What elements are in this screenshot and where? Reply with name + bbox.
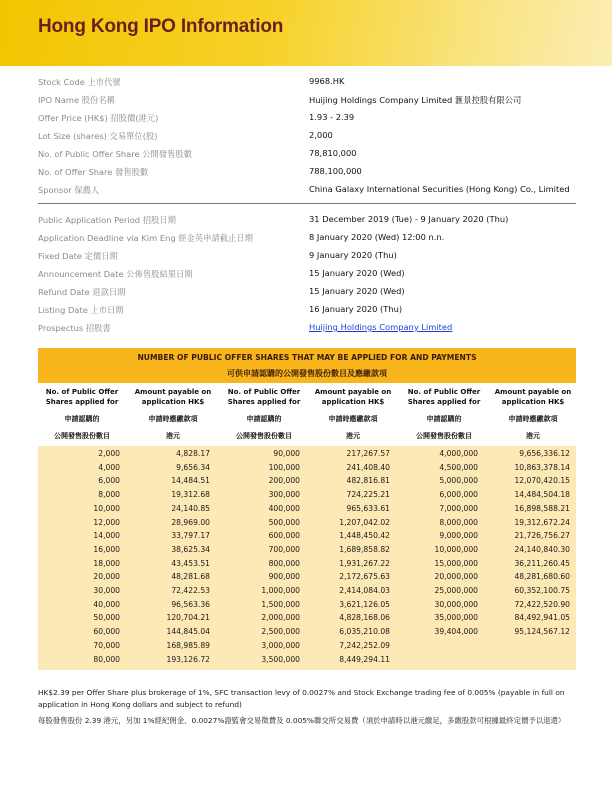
column-header-zh: 公開發售股份數目 [236, 432, 292, 440]
column-header-en: No. of Public Offer [45, 388, 119, 396]
detail-label: Stock Code 上市代號 [38, 77, 121, 87]
column-header-zh: 申請時應繳款項 [508, 415, 558, 423]
ipo-details-section [38, 74, 578, 200]
table-cell: 1,207,042.02 [339, 517, 390, 527]
schedule-row [38, 212, 578, 230]
detail-row [38, 74, 578, 92]
table-cell: 25,000,000 [434, 586, 478, 595]
prospectus-link[interactable]: Huijing Holdings Company Limited [309, 322, 453, 332]
schedule-label: Fixed Date 定價日期 [38, 251, 118, 261]
detail-row [38, 110, 578, 128]
table-body [38, 446, 576, 670]
table-cell: 482,816.81 [346, 476, 390, 486]
table-cell: 16,898,588.21 [514, 503, 570, 513]
table-cell: 15,000,000 [434, 558, 478, 568]
table-cell: 80,000 [93, 654, 120, 664]
table-cell: 2,000 [98, 449, 120, 458]
column-header [220, 387, 308, 445]
column-header [400, 387, 488, 445]
schedule-row [38, 284, 578, 302]
footnote-zh: 每股發售股份 2.39 港元，另加 1%經紀佣金、0.0027%證監會交易徵費及 0.005%聯交所交易費（須於申請時以港元繳足，多繳股款可根據最終定價予以退還） [38, 716, 566, 725]
schedule-label: Listing Date 上市日期 [38, 305, 124, 315]
table-cell: 30,000 [93, 586, 120, 595]
column-header-zh: 港元 [526, 432, 540, 440]
table-cell: 12,070,420.15 [514, 476, 570, 486]
schedule-value: 16 January 2020 (Thu) [309, 304, 403, 314]
table-cell: 12,000 [93, 517, 120, 527]
table-cell: 33,797.17 [171, 531, 210, 541]
column-header-zh: 申請時應繳款項 [148, 415, 198, 423]
column-header-en: application HK$ [141, 398, 205, 406]
table-cell: 21,726,756.27 [514, 531, 570, 541]
table-cell: 39,404,000 [434, 627, 478, 637]
table-cell: 241,408.40 [346, 462, 390, 472]
table-cell: 10,000 [93, 503, 120, 513]
column-header-en: Shares applied for [227, 398, 301, 406]
table-cell: 7,000,000 [439, 503, 478, 513]
table-cell: 84,492,941.05 [514, 613, 570, 623]
column-header [310, 387, 396, 445]
table-cell: 200,000 [268, 476, 300, 486]
table-cell: 3,000,000 [261, 640, 300, 650]
table-cell: 72,422.53 [171, 586, 210, 595]
table-cell: 2,500,000 [261, 627, 300, 637]
detail-value: 788,100,000 [309, 166, 362, 176]
column-header-en: Amount payable on [314, 388, 392, 396]
table-cell: 14,000 [93, 531, 120, 541]
detail-row [38, 92, 578, 110]
column-header-en: No. of Public Offer [407, 388, 481, 396]
table-cell: 2,172,675.63 [339, 572, 390, 582]
table-cell: 4,828.17 [176, 449, 210, 458]
column-header [38, 387, 126, 445]
table-cell: 217,267.57 [346, 449, 390, 458]
schedule-row [38, 302, 578, 320]
table-cell: 96,563.36 [171, 599, 210, 609]
table-cell: 144,845.04 [166, 627, 210, 637]
detail-row [38, 128, 578, 146]
table-cell: 2,414,084.03 [339, 586, 390, 595]
column-header-en: Shares applied for [407, 398, 481, 406]
table-cell: 19,312.68 [171, 490, 210, 500]
schedule-row [38, 266, 578, 284]
column-header [490, 387, 576, 445]
column-header-zh: 公開發售股份數目 [416, 432, 472, 440]
table-cell: 6,035,210.08 [339, 627, 390, 637]
table-cell: 14,484.51 [171, 476, 210, 486]
table-cell: 95,124,567.12 [514, 627, 570, 637]
schedule-label: Application Deadline via Kim Eng 經金英申請截止日期 [38, 233, 253, 243]
table-cell: 1,448,450.42 [339, 531, 390, 541]
table-cell: 60,352,100.75 [514, 586, 570, 595]
table-cell: 40,000 [93, 599, 120, 609]
table-cell: 90,000 [273, 449, 300, 458]
table-cell: 900,000 [268, 572, 300, 582]
column-header-en: Amount payable on [134, 388, 212, 396]
detail-row [38, 182, 578, 200]
column-header-zh: 公開發售股份數目 [54, 432, 110, 440]
table-cell: 9,656,336.12 [519, 449, 570, 458]
table-cell: 4,828,168.06 [339, 613, 390, 623]
table-cell: 6,000 [98, 476, 120, 486]
table-cell: 48,281.68 [171, 572, 210, 582]
column-header-zh: 港元 [166, 432, 180, 440]
detail-label: Sponsor 保薦人 [38, 185, 100, 195]
column-header-en: Shares applied for [45, 398, 119, 406]
column-header-en: Amount payable on [494, 388, 572, 396]
schedule-label: Public Application Period 招股日期 [38, 215, 176, 225]
column-header-zh: 申請認購的 [246, 415, 282, 423]
table-cell: 20,000 [93, 572, 120, 582]
detail-value: 78,810,000 [309, 148, 357, 158]
table-cell: 600,000 [268, 531, 300, 541]
table-cell: 1,500,000 [261, 599, 300, 609]
schedule-value: 15 January 2020 (Wed) [309, 286, 405, 296]
table-cell: 120,704.21 [166, 613, 210, 623]
table-cell: 50,000 [93, 613, 120, 623]
table-cell: 193,126.72 [166, 654, 210, 664]
page-title: Hong Kong IPO Information [38, 16, 284, 37]
detail-label: Offer Price (HK$) 招股價(港元) [38, 113, 159, 123]
table-cell: 1,000,000 [261, 586, 300, 595]
table-cell: 100,000 [268, 462, 300, 472]
detail-label: No. of Public Offer Share 公開發售股數 [38, 149, 192, 159]
detail-label: Lot Size (shares) 交易單位(股) [38, 131, 158, 141]
table-title-zh: 可供申請認購的公開發售股份數目及應繳款項 [227, 369, 387, 378]
detail-value: 9968.HK [309, 76, 345, 86]
schedule-row [38, 230, 578, 248]
table-column-headers [38, 383, 576, 446]
table-cell: 16,000 [93, 544, 120, 554]
column-header-en: No. of Public Offer [227, 388, 301, 396]
table-cell: 43,453.51 [171, 558, 210, 568]
table-cell: 6,000,000 [439, 490, 478, 500]
table-cell: 1,931,267.22 [339, 558, 390, 568]
table-cell: 19,312,672.24 [514, 517, 570, 527]
table-cell: 4,500,000 [439, 462, 478, 472]
detail-label: No. of Offer Share 發售股數 [38, 167, 149, 177]
schedule-value: 15 January 2020 (Wed) [309, 268, 405, 278]
detail-value: China Galaxy International Securities (Hong Kong) Co., Limited [309, 184, 570, 194]
table-cell: 1,689,858.82 [339, 544, 390, 554]
detail-value: 1.93 - 2.39 [309, 112, 355, 122]
detail-value: Huijing Holdings Company Limited 滙景控股有限公司 [309, 95, 522, 105]
header-banner [0, 0, 612, 66]
column-header-zh: 港元 [346, 432, 360, 440]
table-cell: 168,985.89 [166, 640, 210, 650]
table-cell: 72,422,520.90 [514, 599, 570, 609]
table-cell: 48,281,680.60 [514, 572, 570, 582]
table-cell: 9,656.34 [176, 462, 210, 472]
table-cell: 18,000 [93, 558, 120, 568]
detail-label: IPO Name 股份名稱 [38, 95, 115, 105]
schedule-label: Announcement Date 公佈售股結果日期 [38, 269, 193, 279]
table-cell: 800,000 [268, 558, 300, 568]
table-cell: 60,000 [93, 627, 120, 637]
table-cell: 8,000,000 [439, 517, 478, 527]
table-cell: 965,633.61 [346, 503, 390, 513]
schedule-label: Prospectus 招股書 [38, 323, 111, 333]
schedule-value: 31 December 2019 (Tue) - 9 January 2020 (Thu) [309, 214, 509, 224]
table-cell: 724,225.21 [346, 490, 390, 500]
table-cell: 8,000 [98, 490, 120, 500]
column-header-zh: 申請認購的 [426, 415, 462, 423]
detail-value: 2,000 [309, 130, 333, 140]
detail-row [38, 146, 578, 164]
table-cell: 14,484,504.18 [514, 490, 570, 500]
table-cell: 10,000,000 [434, 544, 478, 554]
table-cell: 30,000,000 [434, 599, 478, 609]
table-cell: 2,000,000 [261, 613, 300, 623]
table-cell: 38,625.34 [171, 544, 210, 554]
table-cell: 24,140,840.30 [514, 544, 570, 554]
table-cell: 7,242,252.09 [339, 640, 390, 650]
table-cell: 10,863,378.14 [514, 462, 570, 472]
schedule-label: Refund Date 退款日期 [38, 287, 126, 297]
table-title-en: NUMBER OF PUBLIC OFFER SHARES THAT MAY BE APPLIED FOR AND PAYMENTS [137, 353, 477, 362]
table-cell: 8,449,294.11 [339, 654, 390, 664]
table-cell: 500,000 [268, 517, 300, 527]
table-title-bar [38, 348, 576, 383]
column-header-zh: 申請認購的 [64, 415, 100, 423]
table-cell: 3,621,126.05 [339, 599, 390, 609]
column-header-en: application HK$ [501, 398, 565, 406]
table-cell: 36,211,260.45 [514, 558, 570, 568]
table-cell: 5,000,000 [439, 476, 478, 486]
table-cell: 400,000 [268, 503, 300, 513]
footnote-en: HK$2.39 per Offer Share plus brokerage of 1%, SFC transaction levy of 0.0027% and Stock Exchange trading fee of 0.005% (payable in full on application in Hong Kong dollars and subject to refund) [38, 688, 565, 709]
table-cell: 700,000 [268, 544, 300, 554]
table-cell: 28,969.00 [171, 517, 210, 527]
table-cell: 24,140.85 [171, 503, 210, 513]
table-cell: 3,500,000 [261, 654, 300, 664]
table-cell: 9,000,000 [439, 531, 478, 541]
table-cell: 4,000,000 [439, 449, 478, 458]
column-header-zh: 申請時應繳款項 [328, 415, 378, 423]
schedule-row [38, 320, 578, 338]
section-divider [38, 203, 576, 204]
table-cell: 70,000 [93, 640, 120, 650]
column-header-en: application HK$ [321, 398, 385, 406]
table-cell: 300,000 [268, 490, 300, 500]
table-cell: 4,000 [98, 462, 120, 472]
detail-row [38, 164, 578, 182]
ipo-schedule-section [38, 212, 578, 338]
table-cell: 35,000,000 [434, 613, 478, 623]
schedule-value: 8 January 2020 (Wed) 12:00 n.n. [309, 232, 445, 242]
schedule-row [38, 248, 578, 266]
column-header [130, 387, 216, 445]
schedule-value: 9 January 2020 (Thu) [309, 250, 397, 260]
table-cell: 20,000,000 [434, 572, 478, 582]
